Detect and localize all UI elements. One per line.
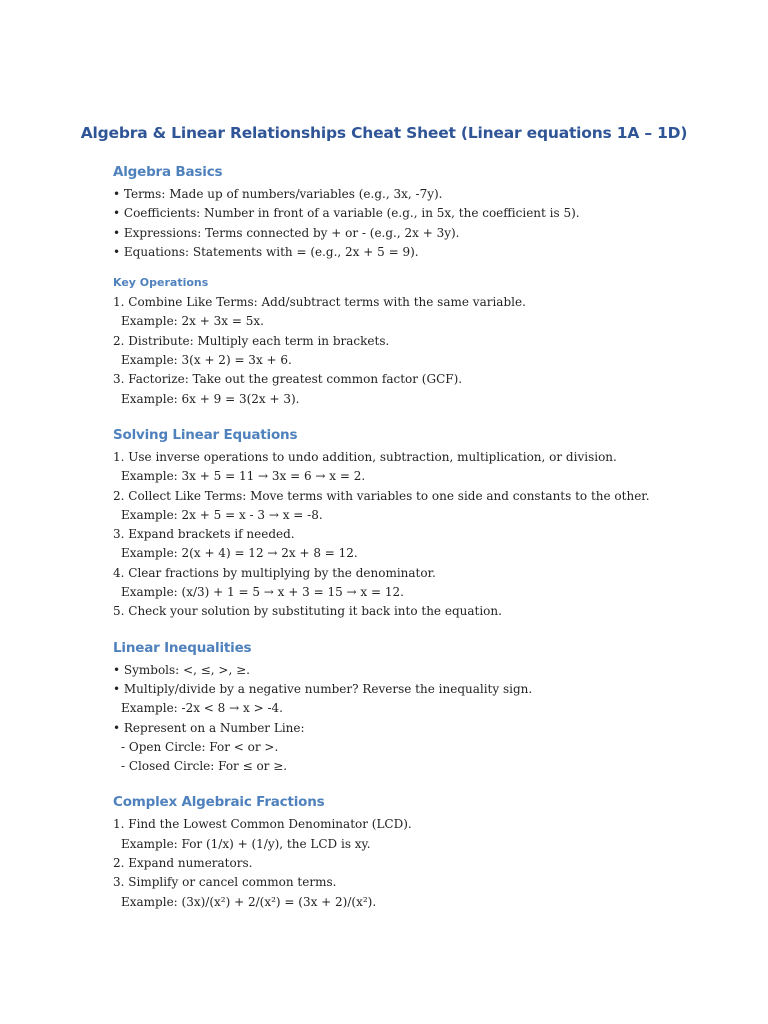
section-heading-linear-inequalities: Linear Inequalities	[113, 639, 252, 656]
example-line: Example: For (1/x) + (1/y), the LCD is xy.	[121, 836, 371, 851]
text-line: 5. Check your solution by substituting it back into the equation.	[113, 604, 502, 619]
example-line: Example: 6x + 9 = 3(2x + 3).	[121, 391, 300, 406]
section-heading-algebra-basics: Algebra Basics	[113, 164, 223, 180]
text-line: 1. Use inverse operations to undo addition, subtraction, multiplication, or division.	[113, 449, 617, 464]
text-line: • Represent on a Number Line:	[113, 720, 305, 735]
text-line: 2. Collect Like Terms: Move terms with variables to one side and constants to the other.	[113, 488, 650, 503]
text-line: • Terms: Made up of numbers/variables (e.g., 3x, -7y).	[113, 187, 443, 201]
document-title: Algebra & Linear Relationships Cheat Sheet (Linear equations 1A – 1D)	[80, 124, 688, 142]
text-line: 2. Distribute: Multiply each term in brackets.	[113, 333, 390, 348]
text-line: 3. Expand brackets if needed.	[113, 527, 295, 542]
example-line: Example: 3(x + 2) = 3x + 6.	[121, 353, 292, 368]
example-line: Example: (3x)/(x²) + 2/(x²) = (3x + 2)/(x²).	[121, 894, 377, 909]
example-line: Example: (x/3) + 1 = 5 → x + 3 = 15 → x = 12.	[121, 585, 404, 600]
example-line: Example: 2(x + 4) = 12 → 2x + 8 = 12.	[121, 546, 358, 561]
text-line: • Symbols: <, ≤, >, ≥.	[113, 662, 250, 677]
subsection-heading-key-operations: Key Operations	[113, 276, 209, 290]
example-line: Example: -2x < 8 → x > -4.	[121, 701, 283, 716]
text-line: • Coefficients: Number in front of a variable (e.g., in 5x, the coefficient is 5).	[113, 206, 580, 221]
example-line: Example: 2x + 3x = 5x.	[121, 314, 264, 329]
text-line: • Expressions: Terms connected by + or - (e.g., 2x + 3y).	[113, 225, 460, 240]
text-line: • Multiply/divide by a negative number? Reverse the inequality sign.	[113, 681, 533, 696]
text-line: 2. Expand numerators.	[113, 856, 253, 871]
section-heading-solving-linear-equations: Solving Linear Equations	[113, 426, 298, 443]
section-heading-complex-algebraic-fractions: Complex Algebraic Fractions	[113, 794, 325, 811]
example-line: - Open Circle: For < or >.	[121, 739, 279, 754]
text-line: • Equations: Statements with = (e.g., 2x + 5 = 9).	[113, 244, 419, 259]
example-line: - Closed Circle: For ≤ or ≥.	[121, 759, 288, 774]
example-line: Example: 3x + 5 = 11 → 3x = 6 → x = 2.	[121, 469, 366, 484]
document-body	[113, 162, 733, 912]
example-line: Example: 2x + 5 = x - 3 → x = -8.	[121, 507, 323, 522]
text-line: 1. Find the Lowest Common Denominator (LCD).	[113, 817, 412, 832]
text-line: 3. Simplify or cancel common terms.	[113, 875, 337, 890]
text-line: 3. Factorize: Take out the greatest common factor (GCF).	[113, 372, 463, 387]
text-line: 4. Clear fractions by multiplying by the denominator.	[113, 565, 436, 580]
text-line: 1. Combine Like Terms: Add/subtract terms with the same variable.	[113, 295, 526, 310]
